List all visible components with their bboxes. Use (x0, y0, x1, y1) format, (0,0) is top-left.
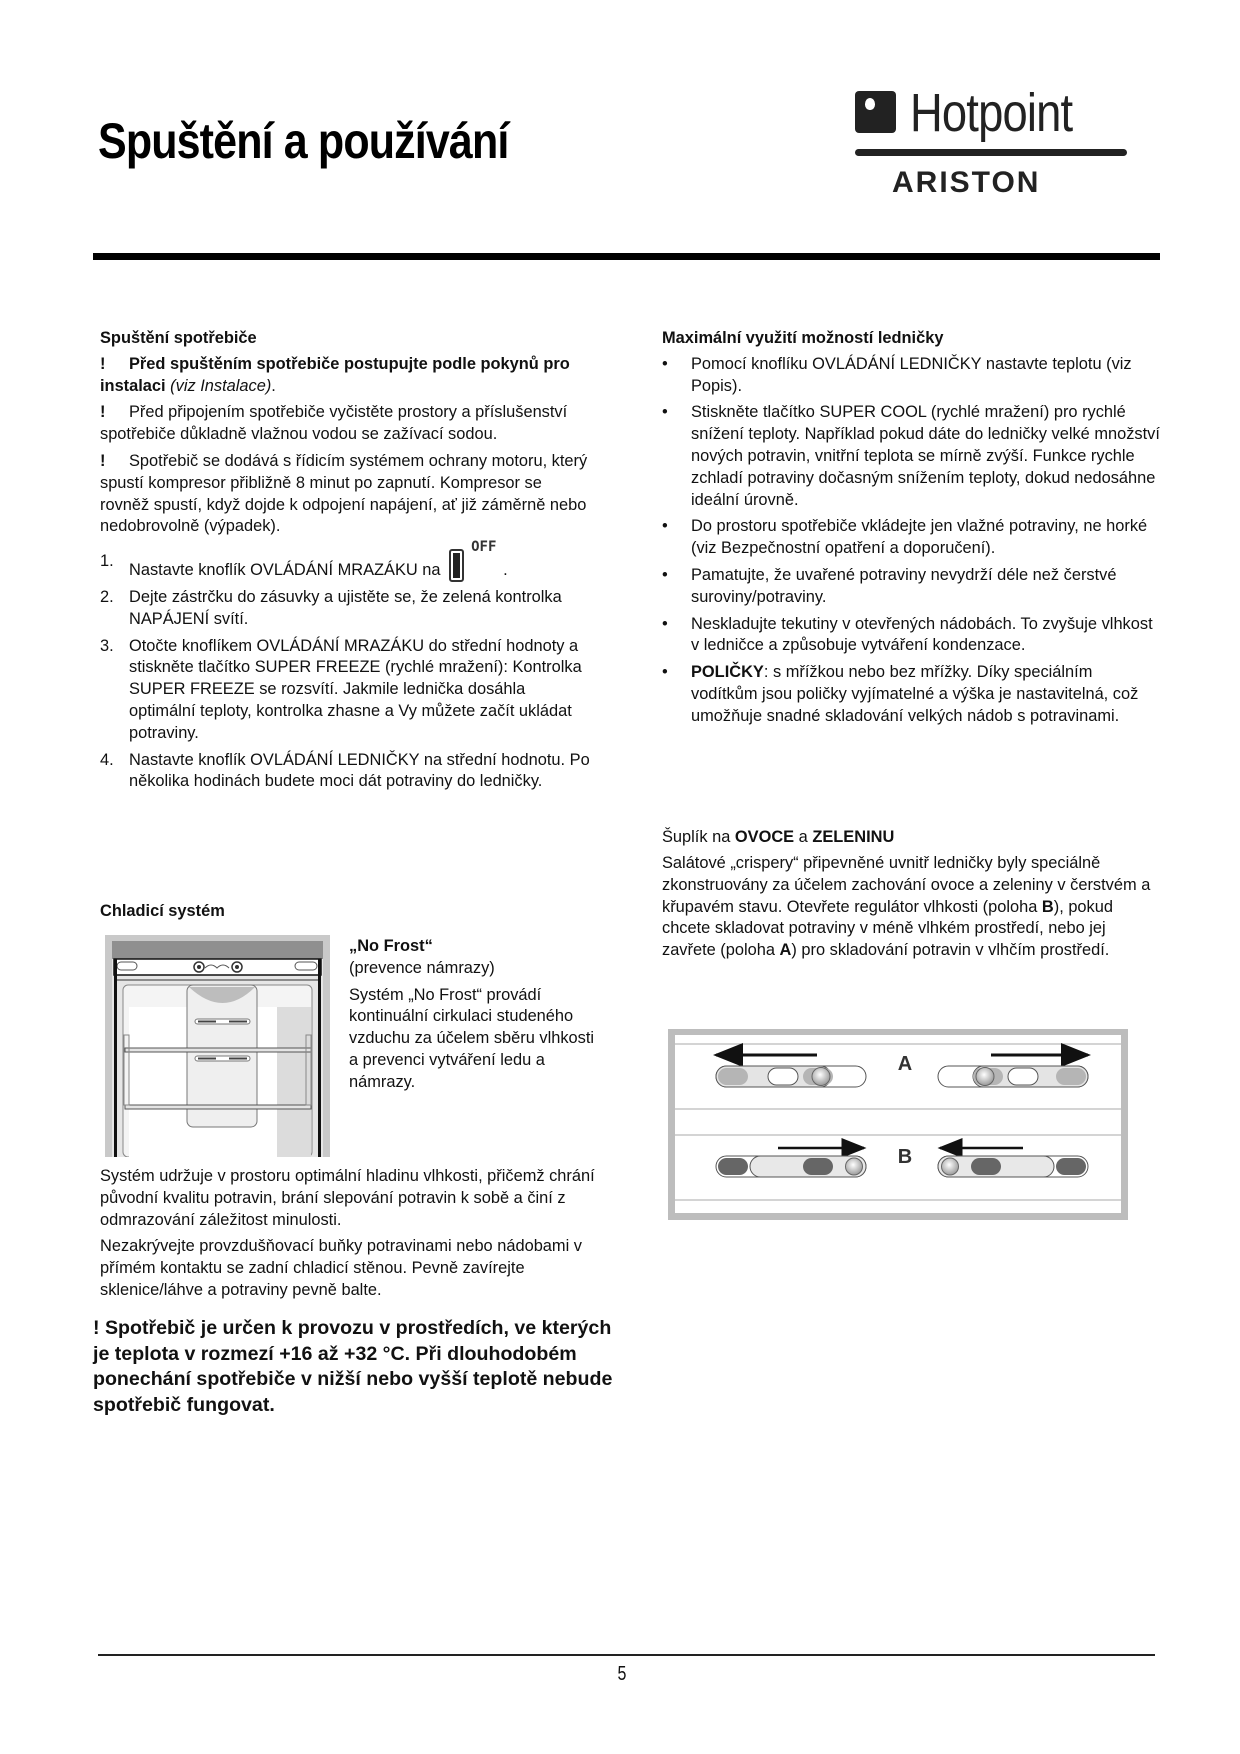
nofrost-subtitle: (prevence námrazy) (349, 958, 495, 977)
exclamation-icon: ! (100, 354, 106, 373)
bullet-icon: • (662, 565, 668, 584)
step-item: 2. Dejte zástrčku do zásuvky a ujistěte se, že zelená kontrolka NAPÁJENÍ svítí. (100, 587, 562, 628)
startup-steps (100, 539, 590, 793)
paragraph: Nezakrývejte provzdušňovací buňky potravinami nebo nádobami v přímém kontaktu se zadní chladicí stěnou. Pevně zavírejte sklenice/láhve a potraviny pevně balte. (100, 1237, 582, 1299)
cooling-body (100, 1166, 620, 1307)
list-item: • Do prostoru spotřebiče vkládejte jen vlažné potraviny, ne horké (viz Bezpečnostní opatření a doporučení). (662, 517, 1148, 558)
header-rule (93, 253, 1160, 260)
paragraph: Systém udržuje v prostoru optimální hladinu vlhkosti, přičemž chrání původní kvalitu potravin, brání slepování potravin k sobě a činí z odmrazování záležitost minulosti. (100, 1167, 595, 1229)
section-heading-crisper: Šuplík na OVOCE a ZELENINU (662, 828, 895, 846)
list-item: • POLIČKY: s mřížkou nebo bez mřížky. Díky speciálním vodítkům jsou poličky vyjímatelné a výška je nastavitelná, což umožňuje snadné skladování velkých nádob s potravinami. (662, 663, 1139, 725)
temperature-warning: ! Spotřebič je určen k provozu v prostředích, ve kterých je teplota v rozmezí +16 až +32 °C. Při dlouhodobém ponechání spotřebiče v nižší nebo vyšší teplotě nebude spotřebič fungovat. (93, 1317, 613, 1416)
list-item: • Neskladujte tekutiny v otevřených nádobách. To zvyšuje vlhkost v ledničce a způsobuje vytváření kondenzace. (662, 614, 1153, 655)
footer-rule (98, 1654, 1155, 1656)
section-fridge-usage (662, 328, 1162, 733)
bullet-icon: • (662, 403, 668, 422)
bullet-icon: • (662, 614, 668, 633)
step-item: 4. Nastavte knoflík OVLÁDÁNÍ LEDNIČKY na střední hodnotu. Po několika hodinách budete moci dát potraviny do ledničky. (100, 750, 590, 791)
page-title: Spuštění a používání (98, 113, 509, 169)
crisper-body: Salátové „crispery“ připevněné uvnitř ledničky byly speciálně zkonstruovány za účelem zachování ovoce a zeleniny v čerstvém a křupavém stavu. Otevřete regulátor vlhkosti (poloha B), pokud chcete skladovat potraviny v méně vlhkém prostředí, nebo jej zavřete (poloha A) pro skladování potravin v vlhčím prostředí. (662, 854, 1151, 960)
list-item: • Stiskněte tlačítko SUPER COOL (rychlé mražení) pro rychlé snížení teploty. Například pokud dáte do ledničky velké množství nových potravin, vnitřní teplota se mírně zvýší. Funkce rychle zchladí potraviny dočasným snížením teploty, dokud nedosáhne ideální úrovně. (662, 403, 1160, 509)
bullet-icon: • (662, 517, 668, 536)
section-heading: Maximální využití možností ledničky (662, 329, 944, 347)
page-number: 5 (617, 1663, 627, 1685)
note-install: ! Před spuštěním spotřebiče postupujte podle pokynů pro instalaci (viz Instalace). (100, 354, 570, 395)
bullet-icon: • (662, 354, 668, 373)
hotpoint-ariston-logo (852, 83, 1134, 199)
nofrost-text: Systém „No Frost“ provádí kontinuální cirkulaci studeného vzduchu za účelem sběru vlhkosti a prevenci vytváření ledu a námrazy. (349, 985, 595, 1091)
section-heading: Spuštění spotřebiče (100, 329, 257, 347)
position-b-label: B (897, 1146, 913, 1168)
exclamation-icon: ! (100, 403, 106, 422)
nofrost-description (349, 936, 599, 1094)
list-item: • Pomocí knoflíku OVLÁDÁNÍ LEDNIČKY nastavte teplotu (viz Popis). (662, 354, 1132, 395)
note-compressor: ! Spotřebič se dodává s řídicím systémem ochrany motoru, který spustí kompresor přibližně 8 minut po zapnutí. Kompresor se rovněž spustí, když dojde k odpojení napájení, ať již záměrně nebo nedobrovolně (výpadek). (100, 451, 588, 536)
list-item: • Pamatujte, že uvařené potraviny nevydrží déle než čerstvé suroviny/potraviny. (662, 565, 1117, 606)
exclamation-icon: ! (100, 451, 106, 470)
logo-divider (855, 149, 1127, 156)
section-heading-cooling: Chladicí systém (100, 902, 225, 920)
usage-bullets (662, 354, 1162, 728)
bullet-icon: • (662, 663, 668, 682)
logo-brand-top: Hotpoint (910, 83, 1073, 143)
position-a-label: A (897, 1053, 913, 1075)
logo-brand-bottom: ARISTON (892, 166, 1041, 199)
humidity-regulator-diagram (668, 1029, 1128, 1220)
nofrost-title: „No Frost“ (349, 937, 433, 955)
fridge-interior-illustration (105, 935, 330, 1157)
step-item: 1. Nastavte knoflík OVLÁDÁNÍ MRAZÁKU na OFF . (100, 551, 590, 582)
hotpoint-logo-icon (855, 91, 896, 133)
off-switch-icon: OFF (449, 551, 503, 581)
section-startup (100, 328, 590, 798)
note-clean: ! Před připojením spotřebiče vyčistěte prostory a příslušenství spotřebiče důkladně vlažnou vodou se zažívací sodou. (100, 403, 568, 444)
step-item: 3. Otočte knoflíkem OVLÁDÁNÍ MRAZÁKU do střední hodnoty a stiskněte tlačítko SUPER FREEZE (rychlé mražení): Kontrolka SUPER FREEZE se rozsvítí. Jakmile lednička dosáhla optimální teploty, kontrolka zhasne a Vy můžete začít ukládat potraviny. (100, 636, 582, 742)
